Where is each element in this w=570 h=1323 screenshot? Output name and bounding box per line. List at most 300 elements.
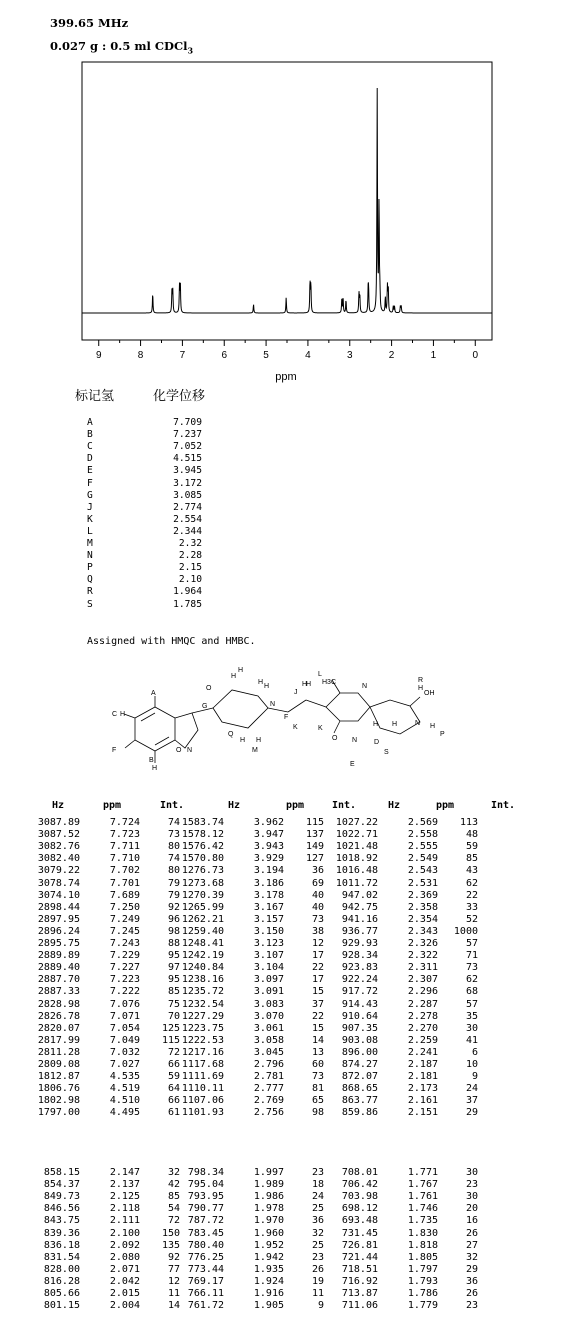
peak-hz: 693.48 — [341, 1215, 378, 1227]
peak-hz: 942.75 — [341, 901, 378, 913]
peak-ppm: 2.543 — [407, 865, 438, 877]
peak-ppm: 2.311 — [407, 962, 438, 974]
peak-ppm: 4.535 — [109, 1071, 140, 1083]
peak-ppm: 2.531 — [407, 877, 438, 889]
peak-intensity: 19 — [311, 1275, 324, 1287]
peak-hz: 1576.42 — [181, 841, 224, 853]
peak-hz: 1273.68 — [181, 877, 224, 889]
peak-hz: 1110.11 — [181, 1083, 224, 1095]
peak-intensity: 12 — [167, 1275, 180, 1287]
peak-hz: 1217.16 — [181, 1046, 224, 1058]
peak-hz: 1259.40 — [181, 925, 224, 937]
peak-hz: 947.02 — [341, 889, 378, 901]
peak-intensity: 10 — [465, 1059, 478, 1070]
peak-ppm: 7.249 — [109, 913, 140, 925]
atom-label: O — [206, 685, 212, 692]
peak-ppm: 7.245 — [109, 925, 140, 937]
peak-hz: 726.81 — [341, 1239, 378, 1251]
atom-label: H — [256, 737, 262, 744]
peak-hz: 1578.12 — [181, 829, 224, 841]
peak-ppm: 1.986 — [253, 1191, 284, 1203]
peak-hz: 910.64 — [341, 1010, 378, 1022]
peak-ppm: 1.771 — [407, 1167, 438, 1178]
peak-hz: 711.06 — [341, 1300, 378, 1312]
peak-hz: 1101.93 — [181, 1107, 224, 1119]
peak-ppm: 7.701 — [109, 877, 140, 889]
peak-intensity: 41 — [465, 1034, 478, 1046]
peak-ppm: 3.150 — [253, 925, 284, 937]
peak-intensity: 37 — [465, 1095, 478, 1107]
atom-label: Q — [228, 731, 234, 738]
peak-ppm: 2.071 — [109, 1263, 140, 1275]
peak-ppm: 7.711 — [109, 841, 140, 853]
peak-intensity: 52 — [465, 913, 478, 925]
peak-table-header: Int. — [332, 800, 357, 811]
peak-ppm: 2.111 — [109, 1215, 140, 1227]
peak-hz: 3082.76 — [37, 841, 80, 853]
peak-hz: 903.08 — [341, 1034, 378, 1046]
assignment-label: K — [87, 513, 93, 525]
peak-intensity: 70 — [167, 1010, 180, 1022]
peak-hz: 766.11 — [187, 1288, 224, 1299]
peak-intensity: 79 — [167, 889, 180, 901]
peak-ppm: 2.296 — [407, 986, 438, 998]
peak-ppm: 7.723 — [109, 829, 140, 841]
peak-ppm: 4.495 — [109, 1107, 140, 1119]
atom-label: H — [392, 721, 398, 728]
assignment-shift: 3.945 — [173, 465, 202, 477]
peak-ppm: 3.929 — [253, 853, 284, 865]
peak-ppm: 1.805 — [407, 1251, 438, 1263]
peak-ppm: 2.015 — [109, 1288, 140, 1299]
peak-hz: 2817.99 — [37, 1034, 80, 1046]
peak-intensity: 24 — [465, 1083, 478, 1095]
peak-ppm: 2.161 — [407, 1095, 438, 1107]
peak-table-header: Int. — [491, 800, 516, 811]
peak-ppm: 2.137 — [109, 1179, 140, 1191]
atom-label: D — [374, 739, 380, 746]
peak-hz: 769.17 — [187, 1275, 224, 1287]
atom-label: H — [231, 673, 237, 680]
peak-intensity: 30 — [465, 1022, 478, 1034]
peak-hz: 3087.89 — [37, 817, 80, 828]
peak-hz: 1016.48 — [335, 865, 378, 877]
peak-ppm: 2.004 — [109, 1300, 140, 1312]
peak-ppm: 2.187 — [407, 1059, 438, 1070]
peak-hz: 1812.87 — [37, 1071, 80, 1083]
peak-intensity: 60 — [311, 1059, 324, 1070]
atom-label: J — [294, 689, 298, 696]
peak-intensity: 80 — [167, 841, 180, 853]
peak-intensity: 95 — [167, 974, 180, 986]
saturated-ring — [370, 700, 420, 734]
peak-hz: 2820.07 — [37, 1022, 80, 1034]
peak-ppm: 3.104 — [253, 962, 284, 974]
peak-table-header: Hz — [388, 800, 401, 811]
peak-hz: 1021.48 — [335, 841, 378, 853]
peak-ppm: 3.091 — [253, 986, 284, 998]
peak-intensity: 57 — [465, 938, 478, 949]
peak-intensity: 26 — [465, 1288, 478, 1299]
peak-hz: 1227.29 — [181, 1010, 224, 1022]
peak-hz: 917.72 — [341, 986, 378, 998]
peak-ppm: 7.071 — [109, 1010, 140, 1022]
assignment-shift: 7.709 — [173, 417, 202, 428]
assignment-header-shift: 化学位移 — [153, 389, 206, 404]
peak-hz: 1583.74 — [181, 817, 224, 828]
pyrimidinone-ring — [326, 693, 370, 721]
x-tick-label: 0 — [472, 350, 479, 361]
peak-intensity: 14 — [167, 1300, 180, 1312]
peak-hz: 805.66 — [43, 1288, 80, 1299]
peak-hz: 859.86 — [341, 1107, 378, 1119]
peak-intensity: 96 — [167, 913, 180, 925]
atom-label: H — [302, 681, 308, 688]
peak-hz: 798.34 — [187, 1167, 224, 1178]
peak-ppm: 2.092 — [109, 1239, 140, 1251]
peak-ppm: 7.054 — [109, 1022, 140, 1034]
peak-intensity: 17 — [311, 950, 324, 962]
peak-ppm: 3.186 — [253, 877, 284, 889]
peak-intensity: 80 — [167, 865, 180, 877]
x-tick-label: 5 — [263, 350, 269, 361]
peak-intensity: 59 — [465, 841, 478, 853]
peak-intensity: 22 — [311, 1010, 324, 1022]
peak-hz: 1027.22 — [335, 817, 378, 828]
atom-label: K — [318, 725, 323, 732]
peak-intensity: 13 — [311, 1046, 324, 1058]
peak-hz: 1223.75 — [181, 1022, 224, 1034]
peak-ppm: 1.793 — [407, 1275, 438, 1287]
peak-ppm: 2.343 — [407, 925, 438, 937]
peak-intensity: 14 — [311, 1034, 324, 1046]
peak-intensity: 23 — [311, 1251, 324, 1263]
peak-ppm: 2.796 — [253, 1059, 284, 1070]
peak-intensity: 62 — [465, 877, 478, 889]
peak-ppm: 3.045 — [253, 1046, 284, 1058]
peak-intensity: 32 — [465, 1251, 478, 1263]
atom-label: C — [112, 711, 118, 718]
peak-hz: 793.95 — [187, 1191, 224, 1203]
peak-ppm: 7.702 — [109, 865, 140, 877]
peak-intensity: 11 — [311, 1288, 324, 1299]
peak-intensity: 85 — [465, 853, 478, 865]
peak-intensity: 69 — [311, 877, 324, 889]
peak-hz: 1802.98 — [37, 1095, 80, 1107]
peak-ppm: 1.830 — [407, 1227, 438, 1239]
peak-intensity: 74 — [167, 853, 180, 865]
peak-hz: 874.27 — [341, 1059, 378, 1070]
atom-label: N — [415, 720, 421, 727]
peak-hz: 907.35 — [341, 1022, 378, 1034]
assignment-shift: 2.344 — [173, 525, 202, 537]
assignment-label: C — [87, 441, 93, 453]
peak-intensity: 37 — [311, 998, 324, 1010]
x-axis-label: ppm — [275, 371, 297, 383]
peak-hz: 1276.73 — [181, 865, 224, 877]
peak-intensity: 24 — [311, 1191, 324, 1203]
peak-ppm: 1.952 — [253, 1239, 284, 1251]
peak-hz: 914.43 — [341, 998, 378, 1010]
peak-table-header: Hz — [228, 800, 241, 811]
peak-ppm: 4.510 — [109, 1095, 140, 1107]
peak-intensity: 9 — [471, 1071, 478, 1083]
bond-h-c — [124, 714, 135, 718]
atom-label: M — [252, 747, 258, 754]
peak-hz: 2887.70 — [37, 974, 80, 986]
peak-intensity: 29 — [465, 1263, 478, 1275]
peak-ppm: 7.227 — [109, 962, 140, 974]
atom-label: OH — [424, 690, 435, 697]
peak-ppm: 2.278 — [407, 1010, 438, 1022]
assignment-shift: 3.085 — [173, 489, 202, 501]
peak-intensity: 62 — [465, 974, 478, 986]
peak-hz: 1270.39 — [181, 889, 224, 901]
peak-intensity: 36 — [311, 865, 324, 877]
peak-intensity: 79 — [167, 877, 180, 889]
peak-hz: 787.72 — [187, 1215, 224, 1227]
peak-ppm: 7.243 — [109, 938, 140, 949]
peak-intensity: 73 — [311, 913, 324, 925]
peak-intensity: 30 — [465, 1167, 478, 1178]
assignment-label: A — [87, 417, 93, 428]
peak-intensity: 9 — [317, 1300, 324, 1312]
peak-hz: 1238.16 — [181, 974, 224, 986]
peak-intensity: 42 — [167, 1179, 180, 1191]
peak-hz: 1222.53 — [181, 1034, 224, 1046]
peak-ppm: 1.960 — [253, 1227, 284, 1239]
peak-intensity: 95 — [167, 950, 180, 962]
peak-ppm: 2.777 — [253, 1083, 284, 1095]
peak-intensity: 26 — [465, 1227, 478, 1239]
peak-hz: 790.77 — [187, 1203, 224, 1215]
peak-hz: 1240.84 — [181, 962, 224, 974]
peak-ppm: 1.818 — [407, 1239, 438, 1251]
peak-intensity: 35 — [465, 1010, 478, 1022]
peak-hz: 2828.98 — [37, 998, 80, 1010]
peak-ppm: 1.905 — [253, 1300, 284, 1312]
peak-ppm: 3.107 — [253, 950, 284, 962]
peak-ppm: 1.935 — [253, 1263, 284, 1275]
peak-intensity: 36 — [311, 1215, 324, 1227]
peak-intensity: 17 — [311, 974, 324, 986]
peak-intensity: 125 — [161, 1022, 180, 1034]
peak-intensity: 40 — [311, 889, 324, 901]
peak-ppm: 1.735 — [407, 1215, 438, 1227]
peak-intensity: 15 — [311, 986, 324, 998]
isoxazole-ring — [175, 713, 198, 748]
peak-hz: 839.36 — [43, 1227, 80, 1239]
peak-intensity: 25 — [311, 1239, 324, 1251]
peak-hz: 703.98 — [341, 1191, 378, 1203]
peak-intensity: 71 — [465, 950, 478, 962]
peak-hz: 706.42 — [341, 1179, 378, 1191]
atom-label: E — [350, 761, 355, 768]
peak-ppm: 2.756 — [253, 1107, 284, 1119]
peak-intensity: 98 — [167, 925, 180, 937]
benzene-double-bond — [155, 737, 169, 745]
peak-ppm: 3.123 — [253, 938, 284, 949]
benzene-ring — [135, 707, 175, 751]
peak-hz: 1806.76 — [37, 1083, 80, 1095]
peak-hz: 863.77 — [341, 1095, 378, 1107]
assignment-note: Assigned with HMQC and HMBC. — [87, 636, 256, 647]
peak-intensity: 25 — [311, 1203, 324, 1215]
atom-label: F — [284, 714, 289, 721]
peak-intensity: 85 — [167, 1191, 180, 1203]
atom-label: H — [152, 765, 158, 772]
benzene-double-bond — [141, 713, 155, 721]
peak-ppm: 3.947 — [253, 829, 284, 841]
atom-label: F — [112, 747, 117, 754]
peak-ppm: 3.070 — [253, 1010, 284, 1022]
peak-intensity: 11 — [167, 1288, 180, 1299]
spectrometer-frequency: 399.65 MHz — [50, 16, 129, 30]
atom-label: H — [430, 723, 436, 730]
peak-intensity: 92 — [167, 1251, 180, 1263]
peak-table-header: Int. — [160, 800, 185, 811]
peak-intensity: 38 — [311, 925, 324, 937]
peak-hz: 3082.40 — [37, 853, 80, 865]
peak-intensity: 127 — [305, 853, 324, 865]
peak-ppm: 1.989 — [253, 1179, 284, 1191]
assignment-label: J — [87, 501, 93, 513]
atom-label: H — [258, 679, 264, 686]
peak-hz: 3078.74 — [37, 877, 80, 889]
peak-intensity: 77 — [167, 1263, 180, 1275]
atom-label: B — [149, 757, 154, 764]
assignment-label: Q — [87, 574, 93, 586]
peak-hz: 776.25 — [187, 1251, 224, 1263]
peak-hz: 783.45 — [187, 1227, 224, 1239]
peak-hz: 698.12 — [341, 1203, 378, 1215]
atom-label: H — [120, 711, 126, 718]
peak-intensity: 135 — [161, 1239, 180, 1251]
peak-hz: 936.77 — [341, 925, 378, 937]
sample-concentration-text: 0.027 g : 0.5 ml CDCl — [50, 39, 188, 53]
peak-ppm: 2.147 — [109, 1167, 140, 1178]
peak-hz: 896.00 — [341, 1046, 378, 1058]
peak-ppm: 2.358 — [407, 901, 438, 913]
peak-hz: 2826.78 — [37, 1010, 80, 1022]
peak-hz: 831.54 — [43, 1251, 80, 1263]
peak-intensity: 73 — [465, 962, 478, 974]
peak-hz: 708.01 — [341, 1167, 378, 1178]
assignment-label: M — [87, 538, 93, 549]
peak-hz: 816.28 — [43, 1275, 80, 1287]
peak-ppm: 1.746 — [407, 1203, 438, 1215]
peak-ppm: 3.167 — [253, 901, 284, 913]
peak-intensity: 113 — [459, 817, 478, 828]
x-tick-label: 6 — [221, 350, 228, 361]
peak-ppm: 3.058 — [253, 1034, 284, 1046]
peak-ppm: 2.781 — [253, 1071, 284, 1083]
peak-hz: 1248.41 — [181, 938, 224, 949]
assignment-label: F — [87, 477, 93, 489]
assignment-label: G — [87, 489, 93, 501]
assignment-label: E — [87, 465, 93, 477]
peak-hz: 2897.95 — [37, 913, 80, 925]
peak-hz: 929.93 — [341, 938, 378, 949]
peak-intensity: 59 — [167, 1071, 180, 1083]
peak-hz: 731.45 — [341, 1227, 378, 1239]
atom-label: O — [176, 747, 182, 754]
peak-ppm: 3.194 — [253, 865, 284, 877]
peak-table-header: Hz — [52, 800, 65, 811]
peak-ppm: 2.549 — [407, 853, 438, 865]
peak-intensity: 27 — [465, 1239, 478, 1251]
peak-ppm: 2.569 — [407, 817, 438, 828]
peak-hz: 1242.19 — [181, 950, 224, 962]
atom-label: P — [440, 731, 445, 738]
peak-ppm: 2.100 — [109, 1227, 140, 1239]
peak-ppm: 3.178 — [253, 889, 284, 901]
peak-ppm: 2.769 — [253, 1095, 284, 1107]
bond-chain — [288, 700, 306, 712]
peak-intensity: 115 — [305, 817, 324, 828]
peak-ppm: 3.061 — [253, 1022, 284, 1034]
bond-f — [125, 740, 135, 748]
peak-hz: 3079.22 — [37, 865, 80, 877]
peak-hz: 846.56 — [43, 1203, 80, 1215]
peak-ppm: 1.761 — [407, 1191, 438, 1203]
peak-ppm: 7.076 — [109, 998, 140, 1010]
atom-label: H3C — [322, 679, 337, 686]
peak-ppm: 2.181 — [407, 1071, 438, 1083]
peak-intensity: 57 — [465, 998, 478, 1010]
assignment-shift: 1.785 — [173, 598, 202, 610]
assignment-label: B — [87, 429, 93, 441]
assignment-shift: 2.10 — [178, 574, 202, 586]
atom-label: H — [373, 721, 379, 728]
assignment-shift: 4.515 — [173, 453, 202, 465]
peak-hz: 872.07 — [341, 1071, 378, 1083]
peak-ppm: 2.259 — [407, 1034, 438, 1046]
peak-hz: 2889.40 — [37, 962, 80, 974]
peak-ppm: 7.250 — [109, 901, 140, 913]
peak-hz: 1570.80 — [181, 853, 224, 865]
peak-hz: 868.65 — [341, 1083, 378, 1095]
atom-label: N — [270, 701, 276, 708]
peak-ppm: 3.943 — [253, 841, 284, 853]
peak-hz: 1262.21 — [181, 913, 224, 925]
atom-label: L — [318, 671, 322, 678]
peak-intensity: 98 — [311, 1107, 324, 1119]
peak-intensity: 22 — [465, 889, 478, 901]
peak-ppm: 7.049 — [109, 1034, 140, 1046]
atom-label: K — [293, 724, 298, 731]
peak-intensity: 16 — [465, 1215, 478, 1227]
peak-ppm: 7.223 — [109, 974, 140, 986]
peak-ppm: 2.125 — [109, 1191, 140, 1203]
x-tick-label: 2 — [388, 350, 395, 361]
peak-intensity: 81 — [311, 1083, 324, 1095]
atom-label: O — [332, 735, 338, 742]
peak-intensity: 85 — [167, 986, 180, 998]
peak-hz: 2887.33 — [37, 986, 80, 998]
peak-intensity: 6 — [471, 1046, 478, 1058]
atom-label: R — [418, 677, 424, 684]
peak-intensity: 75 — [167, 998, 180, 1010]
assignment-label: R — [87, 586, 93, 598]
peak-ppm: 2.558 — [407, 829, 438, 841]
peak-intensity: 36 — [465, 1275, 478, 1287]
peak-intensity: 68 — [465, 986, 478, 998]
peak-hz: 843.75 — [43, 1215, 80, 1227]
peak-hz: 1232.54 — [181, 998, 224, 1010]
bond-carbonyl — [334, 721, 340, 733]
bond-n-chain — [268, 708, 288, 712]
